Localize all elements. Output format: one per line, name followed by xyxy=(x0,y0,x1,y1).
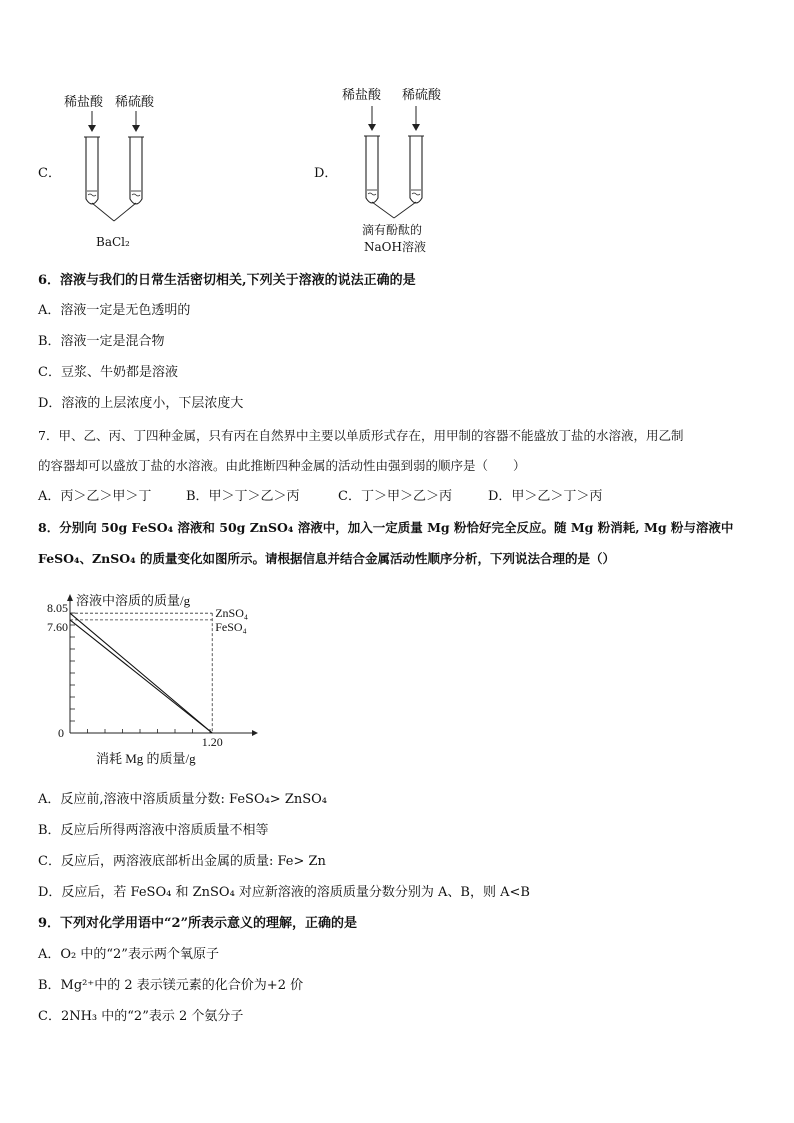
series-label-0: ZnSO₄ xyxy=(215,606,249,621)
y-axis-title: 溶液中溶质的质量/g xyxy=(76,593,191,608)
x-tick-label: 1.20 xyxy=(201,735,223,749)
d-reagent-label-2: NaOH溶液 xyxy=(364,240,426,254)
origin-label: 0 xyxy=(58,726,64,740)
q7-stem-line2: 的容器却可以盛放丁盐的水溶液。由此推断四种金属的活动性由强到弱的顺序是（ ） xyxy=(38,458,526,473)
c-test-tubes-diagram xyxy=(30,85,230,255)
q7-option-d: D．甲＞乙＞丁＞丙 xyxy=(488,489,603,504)
q6-stem: 6．溶液与我们的日常生活密切相关,下列关于溶液的说法正确的是 xyxy=(38,273,416,288)
q9-option-c: C．2NH₃ 中的“2”表示 2 个氨分子 xyxy=(38,1009,244,1024)
x-axis-title: 消耗 Mg 的质量/g xyxy=(96,751,196,766)
q8-stem-line2: FeSO₄、ZnSO₄ 的质量变化如图所示。请根据信息并结合金属活动性顺序分析，下列说法合理的是（） xyxy=(38,551,615,566)
q6-option-d: D．溶液的上层浓度小，下层浓度大 xyxy=(38,396,244,411)
option-d-letter: D． xyxy=(314,166,338,181)
y-tick-label: 8.05 xyxy=(47,601,68,616)
series-line-1 xyxy=(70,620,212,733)
option-c-letter: C． xyxy=(38,166,61,181)
c-acid-label-h2so4: 稀硫酸 xyxy=(115,95,155,110)
q7-stem-line1: 7．甲、乙、丙、丁四种金属，只有丙在自然界中主要以单质形式存在，用甲制的容器不能盛放丁盐的水溶液，用乙制 xyxy=(38,428,684,443)
q7-option-a: A．丙＞乙＞甲＞丁 xyxy=(38,489,152,504)
q6-option-b: B．溶液一定是混合物 xyxy=(38,334,165,349)
c-acid-label-hcl: 稀盐酸 xyxy=(64,95,104,110)
d-reagent-label-1: 滴有酚酞的 xyxy=(362,223,423,237)
y-axis-arrow xyxy=(67,594,73,601)
q9-stem: 9．下列对化学用语中“2”所表示意义的理解，正确的是 xyxy=(38,916,358,931)
apparatus-d xyxy=(310,80,510,260)
q6-option-a: A．溶液一定是无色透明的 xyxy=(38,303,191,318)
d-acid-label-hcl: 稀盐酸 xyxy=(342,88,382,103)
q7-option-b: B．甲＞丁＞乙＞丙 xyxy=(186,489,300,504)
q9-option-a: A．O₂ 中的“2”表示两个氧原子 xyxy=(38,947,219,962)
q6-option-c: C．豆浆、牛奶都是溶液 xyxy=(38,365,178,380)
q8-option-d: D．反应后，若 FeSO₄ 和 ZnSO₄ 对应新溶液的溶质质量分数分别为 A、B，则 A<B xyxy=(38,885,530,900)
series-line-0 xyxy=(70,613,212,733)
apparatus-c xyxy=(30,85,230,255)
q8-stem-line1: 8．分别向 50g FeSO₄ 溶液和 50g ZnSO₄ 溶液中，加入一定质量 Mg 粉恰好完全反应。随 Mg 粉消耗, Mg 粉与溶液中 xyxy=(38,520,734,535)
c-reagent-label: BaCl₂ xyxy=(96,235,130,249)
q8-option-c: C．反应后，两溶液底部析出金属的质量: Fe> Zn xyxy=(38,854,326,869)
y-tick-label: 7.60 xyxy=(47,619,68,634)
q8-option-a: A．反应前,溶液中溶质质量分数: FeSO₄> ZnSO₄ xyxy=(38,792,328,807)
q7-option-c: C．丁＞甲＞乙＞丙 xyxy=(338,489,452,504)
d-acid-label-h2so4: 稀硫酸 xyxy=(402,88,442,103)
series-label-1: FeSO₄ xyxy=(215,620,247,635)
q8-option-b: B．反应后所得两溶液中溶质质量不相等 xyxy=(38,823,269,838)
q8-mass-chart xyxy=(30,585,260,775)
q9-option-b: B．Mg²⁺中的 2 表示镁元素的化合价为+2 价 xyxy=(38,978,304,993)
x-axis-arrow xyxy=(252,730,258,736)
